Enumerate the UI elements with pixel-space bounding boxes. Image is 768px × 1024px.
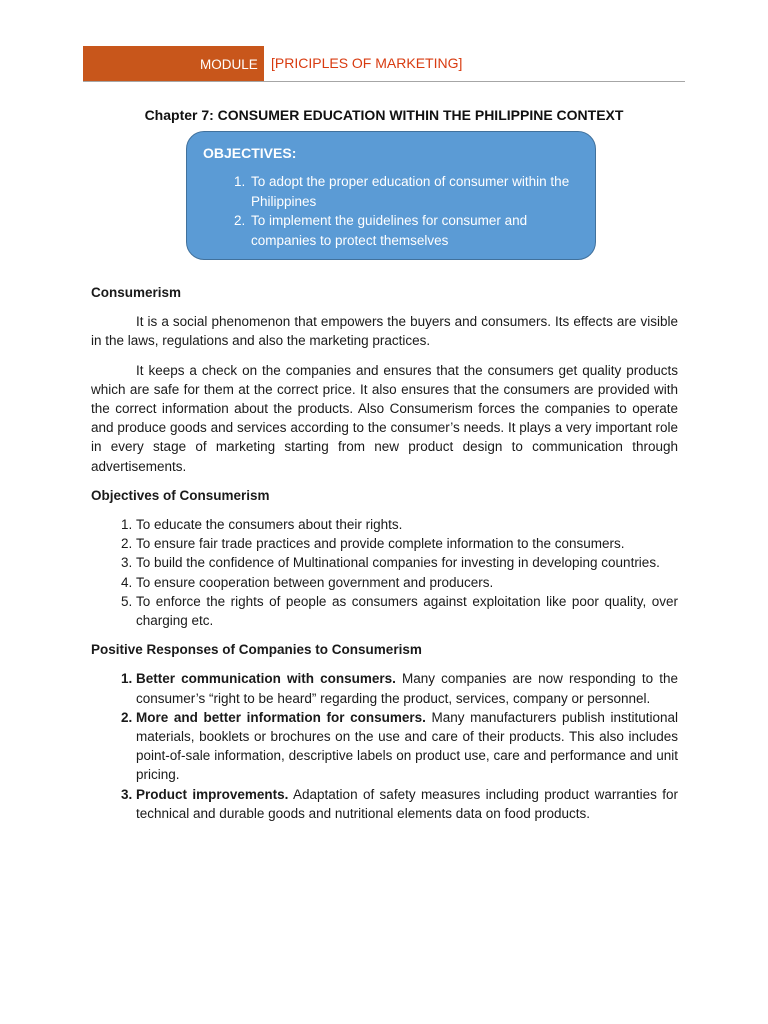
list-item: 4. To ensure cooperation between government and producers. [136, 573, 678, 592]
section-heading-positive-responses: Positive Responses of Companies to Consumerism [91, 642, 422, 658]
item-lead: Product improvements. [136, 786, 289, 802]
list-item: 2. To ensure fair trade practices and provide complete information to the consumers. [136, 534, 678, 553]
section-heading-consumerism: Consumerism [91, 285, 182, 300]
list-item [136, 708, 678, 785]
list-item: 3. To build the confidence of Multinational companies for investing in developing countries. [136, 553, 678, 572]
item-text: Many companies are now responding to the consumer’s “right to be heard” regarding the product, services, company or personnel. [136, 671, 679, 706]
item-lead: Better communication with consumers. [136, 671, 396, 687]
positive-responses-list [91, 669, 678, 823]
objectives-box [186, 131, 596, 260]
paragraph: It is a social phenomenon that empowers the buyers and consumers. Its effects are visible in the laws, regulations and also the marketing practices. [91, 314, 678, 349]
list-item: 5. To enforce the rights of people as consumers against exploitation like poor quality, over charging etc. [136, 592, 678, 630]
header-divider [83, 81, 685, 82]
list-item: 2. To implement the guidelines for consumer and companies to protect themselves [249, 211, 579, 250]
objectives-box-list [187, 172, 579, 250]
list-item [136, 785, 678, 823]
document-body [91, 283, 678, 833]
list-item: 1. To educate the consumers about their rights. [136, 515, 678, 534]
section-heading-objectives: Objectives of Consumerism [91, 487, 270, 503]
module-label: MODULE [200, 57, 258, 72]
paragraph: It keeps a check on the companies and ensures that the consumers get quality products which are safe for them at the correct price. It also ensures that the consumers are provided with the correct information about the products. Also Consumerism forces the companies to operate and produce goods and services according to the consumer’s needs. It plays a very important role in every stage of marketing starting from new product design to communication through advertisements. [91, 362, 678, 474]
objectives-box-title: OBJECTIVES: [203, 145, 297, 161]
item-text: Adaptation of safety measures including product warranties for technical and durable goods and nutritional elements data on food products. [136, 786, 679, 821]
module-title: [PRICIPLES OF MARKETING] [271, 55, 463, 71]
objectives-list [91, 515, 678, 630]
chapter-title: Chapter 7: CONSUMER EDUCATION WITHIN THE PHILIPPINE CONTEXT [144, 107, 624, 123]
list-item [136, 669, 678, 707]
list-item: 1. To adopt the proper education of consumer within the Philippines [249, 172, 579, 211]
item-lead: More and better information for consumers. [136, 709, 426, 725]
item-text: Many manufacturers publish institutional materials, booklets or brochures on the use and care of their products. This also includes point-of-sale information, descriptive labels on product use, care and performance and unit pricing. [136, 709, 678, 783]
